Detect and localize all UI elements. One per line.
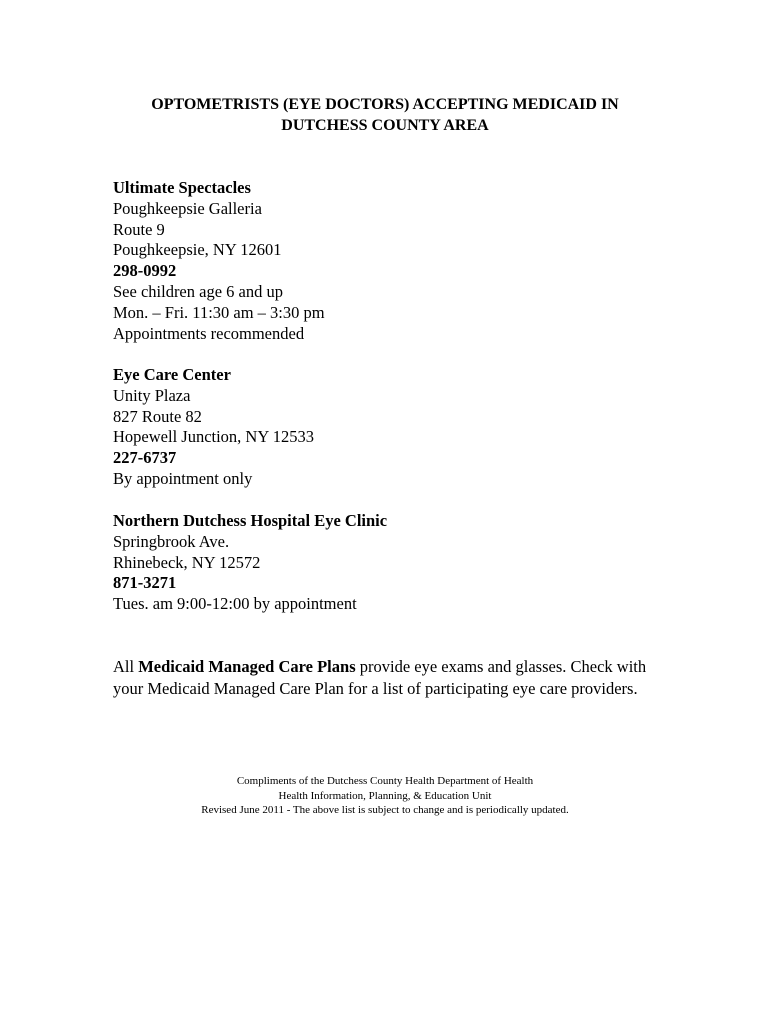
provider-address-line-1: Springbrook Ave. bbox=[113, 531, 230, 551]
footer-credits bbox=[0, 774, 770, 818]
provider-name: Ultimate Spectacles bbox=[113, 178, 251, 197]
provider-name: Eye Care Center bbox=[113, 365, 231, 384]
provider-address-line-1: Poughkeepsie Galleria bbox=[113, 198, 262, 218]
provider-note-1: By appointment only bbox=[113, 468, 253, 488]
provider-city: Rhinebeck, NY 12572 bbox=[113, 552, 261, 572]
note-suffix: provide eye exams and glasses. Check with your Medicaid Managed Care Plan for a list of participating eye care providers. bbox=[113, 657, 647, 698]
note-plans-emphasis: Medicaid Managed Care Plans bbox=[138, 657, 356, 676]
provider-phone: 871-3271 bbox=[113, 573, 177, 593]
footer-line-2: Health Information, Planning, & Education Unit bbox=[278, 789, 492, 802]
provider-address-line-2: 827 Route 82 bbox=[113, 406, 202, 426]
provider-note-2: Mon. – Fri. 11:30 am – 3:30 pm bbox=[113, 302, 325, 322]
medicaid-plans-note bbox=[113, 656, 673, 699]
provider-phone: 227-6737 bbox=[113, 448, 177, 468]
page-title bbox=[0, 94, 770, 136]
provider-city: Poughkeepsie, NY 12601 bbox=[113, 240, 282, 260]
provider-name: Northern Dutchess Hospital Eye Clinic bbox=[113, 511, 388, 530]
provider-address-line-1: Unity Plaza bbox=[113, 385, 191, 405]
page-title-line-1: OPTOMETRISTS (EYE DOCTORS) ACCEPTING MEDICAID IN bbox=[151, 96, 619, 113]
provider-phone: 298-0992 bbox=[113, 261, 177, 281]
page-title-line-2: DUTCHESS COUNTY AREA bbox=[281, 117, 489, 134]
note-prefix: All bbox=[113, 657, 139, 676]
footer-line-3: Revised June 2011 - The above list is subject to change and is periodically updated. bbox=[201, 804, 569, 816]
footer-line-1: Compliments of the Dutchess County Health Department of Health bbox=[236, 775, 534, 787]
provider-note-3: Appointments recommended bbox=[113, 323, 305, 343]
provider-entry-eye-care-center bbox=[113, 365, 314, 490]
provider-note-1: See children age 6 and up bbox=[113, 281, 283, 301]
provider-city: Hopewell Junction, NY 12533 bbox=[113, 427, 315, 447]
provider-address-line-2: Route 9 bbox=[113, 219, 165, 239]
provider-entry-ultimate-spectacles bbox=[113, 178, 325, 344]
provider-note-1: Tues. am 9:00-12:00 by appointment bbox=[113, 594, 357, 614]
provider-entry-northern-dutchess bbox=[113, 511, 387, 615]
